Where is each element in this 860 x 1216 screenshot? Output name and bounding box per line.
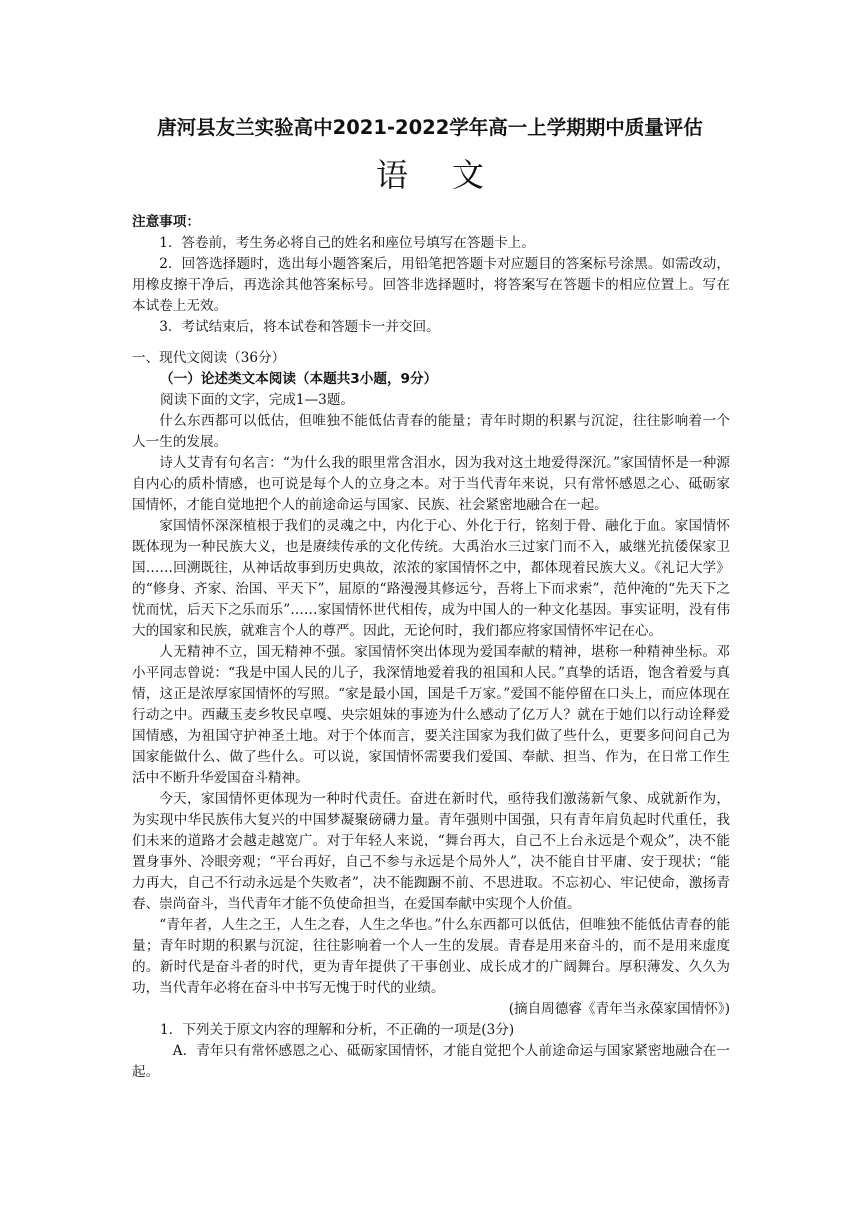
passage-paragraph: 今天，家国情怀更体现为一种时代责任。奋进在新时代，亟待我们激荡新气象、成就新作为，为实现中华民族伟大复兴的中国梦凝聚磅礴力量。青年强则中国强，只有青年肩负起时代重任，我们未来的道路才会越走越宽广。对于年轻人来说，“舞台再大，自己不上台永远是个观众”，决不能置身事外、冷眼旁观；“平台再好，自己不参与永远是个局外人”，决不能自甘平庸、安于现状；“能力再大，自己不行动永远是个失败者”，决不能踟蹰不前、不思进取。不忘初心、牢记使命，激扬青春、崇尚奋斗，当代青年才能不负使命担当，在爱国奉献中实现个人价值。 xyxy=(132,791,730,912)
reading-section xyxy=(132,348,730,1083)
notice-item: 2．回答选择题时，选出每小题答案后，用铅笔把答题卡对应题目的答案标号涂黑。如需改动，用橡皮擦干净后，再选涂其他答案标号。回答非选择题时，将答案写在答题卡的相应位置上。写在本试卷上无效。 xyxy=(132,256,730,314)
passage-source: (摘自周德睿《青年当永葆家国情怀》) xyxy=(508,1001,730,1017)
subsection-heading: （一）论述类文本阅读（本题共3小题，9分） xyxy=(160,371,438,387)
exam-title: 唐河县友兰实验高中2021-2022学年高一上学期期中质量评估 xyxy=(157,116,703,139)
subject-title: 语文 xyxy=(375,156,528,194)
passage-paragraph: 人无精神不立，国无精神不强。家国情怀突出体现为爱国奉献的精神，堪称一种精神坐标。邓小平同志曾说：“我是中国人民的儿子，我深情地爱着我的祖国和人民。”真挚的话语，饱含着爱与真情，这正是浓厚家国情怀的写照。“家是最小国，国是千万家。”爱国不能停留在口头上，而应体现在行动之中。西藏玉麦乡牧民卓嘎、央宗姐妹的事迹为什么感动了亿万人？就在于她们以行动诠释爱国情感，为祖国守护神圣土地。对于个体而言，要关注国家为我们做了些什么，更要多问问自己为国家能做什么、做了些什么。可以说，家国情怀需要我们爱国、奉献、担当、作为，在日常工作生活中不断升华爱国奋斗精神。 xyxy=(132,644,730,786)
notice-item: 1．答卷前，考生务必将自己的姓名和座位号填写在答题卡上。 xyxy=(159,235,535,251)
passage-paragraph: “青年者，人生之王，人生之春，人生之华也。”什么东西都可以低估，但唯独不能低估青春的能量；青年时期的积累与沉淀，往往影响着一个人一生的发展。青春是用来奋斗的，而不是用来虚度的。新时代是奋斗者的时代，更为青年提供了干事创业、成长成才的广阔舞台。厚积薄发、久久为功，当代青年必将在奋斗中书写无愧于时代的业绩。 xyxy=(132,917,730,996)
reading-instruction: 阅读下面的文字，完成1—3题。 xyxy=(160,392,355,408)
passage-paragraph: 家国情怀深深植根于我们的灵魂之中，内化于心、外化于行，铭刻于骨、融化于血。家国情怀既体现为一种民族大义，也是赓续传承的文化传统。大禹治水三过家门而不入，戚继光抗倭保家卫国……回溯既往，从神话故事到历史典故，浓浓的家国情怀之中，都体现着民族大义。《礼记大学》的“修身、齐家、治国、平天下”，屈原的“路漫漫其修远兮，吾将上下而求索”，范仲淹的“先天下之忧而忧，后天下之乐而乐”……家国情怀世代相传，成为中国人的一种文化基因。事实证明，没有伟大的国家和民族，就难言个人的尊严。因此，无论何时，我们都应将家国情怀牢记在心。 xyxy=(132,518,730,639)
section-heading: 一、现代文阅读（36分） xyxy=(132,350,286,366)
notice-item: 3．考试结束后，将本试卷和答题卡一并交回。 xyxy=(159,319,440,335)
question-stem: 1．下列关于原文内容的理解和分析，不正确的一项是(3分) xyxy=(160,1022,515,1038)
question-option-a: A．青年只有常怀感恩之心、砥砺家国情怀，才能自觉把个人前途命运与国家紧密地融合在一起。 xyxy=(132,1043,730,1080)
notice-heading: 注意事项： xyxy=(132,214,200,230)
notice-block xyxy=(132,212,730,338)
passage-paragraph: 诗人艾青有句名言：“为什么我的眼里常含泪水，因为我对这土地爱得深沉。”家国情怀是一种源自内心的质朴情感，也可说是每个人的立身之本。对于当代青年来说，只有常怀感恩之心、砥砺家国情怀，才能自觉地把个人的前途命运与国家、民族、社会紧密地融合在一起。 xyxy=(132,455,730,513)
passage-paragraph: 什么东西都可以低估，但唯独不能低估青春的能量；青年时期的积累与沉淀，往往影响着一个人一生的发展。 xyxy=(132,413,730,450)
